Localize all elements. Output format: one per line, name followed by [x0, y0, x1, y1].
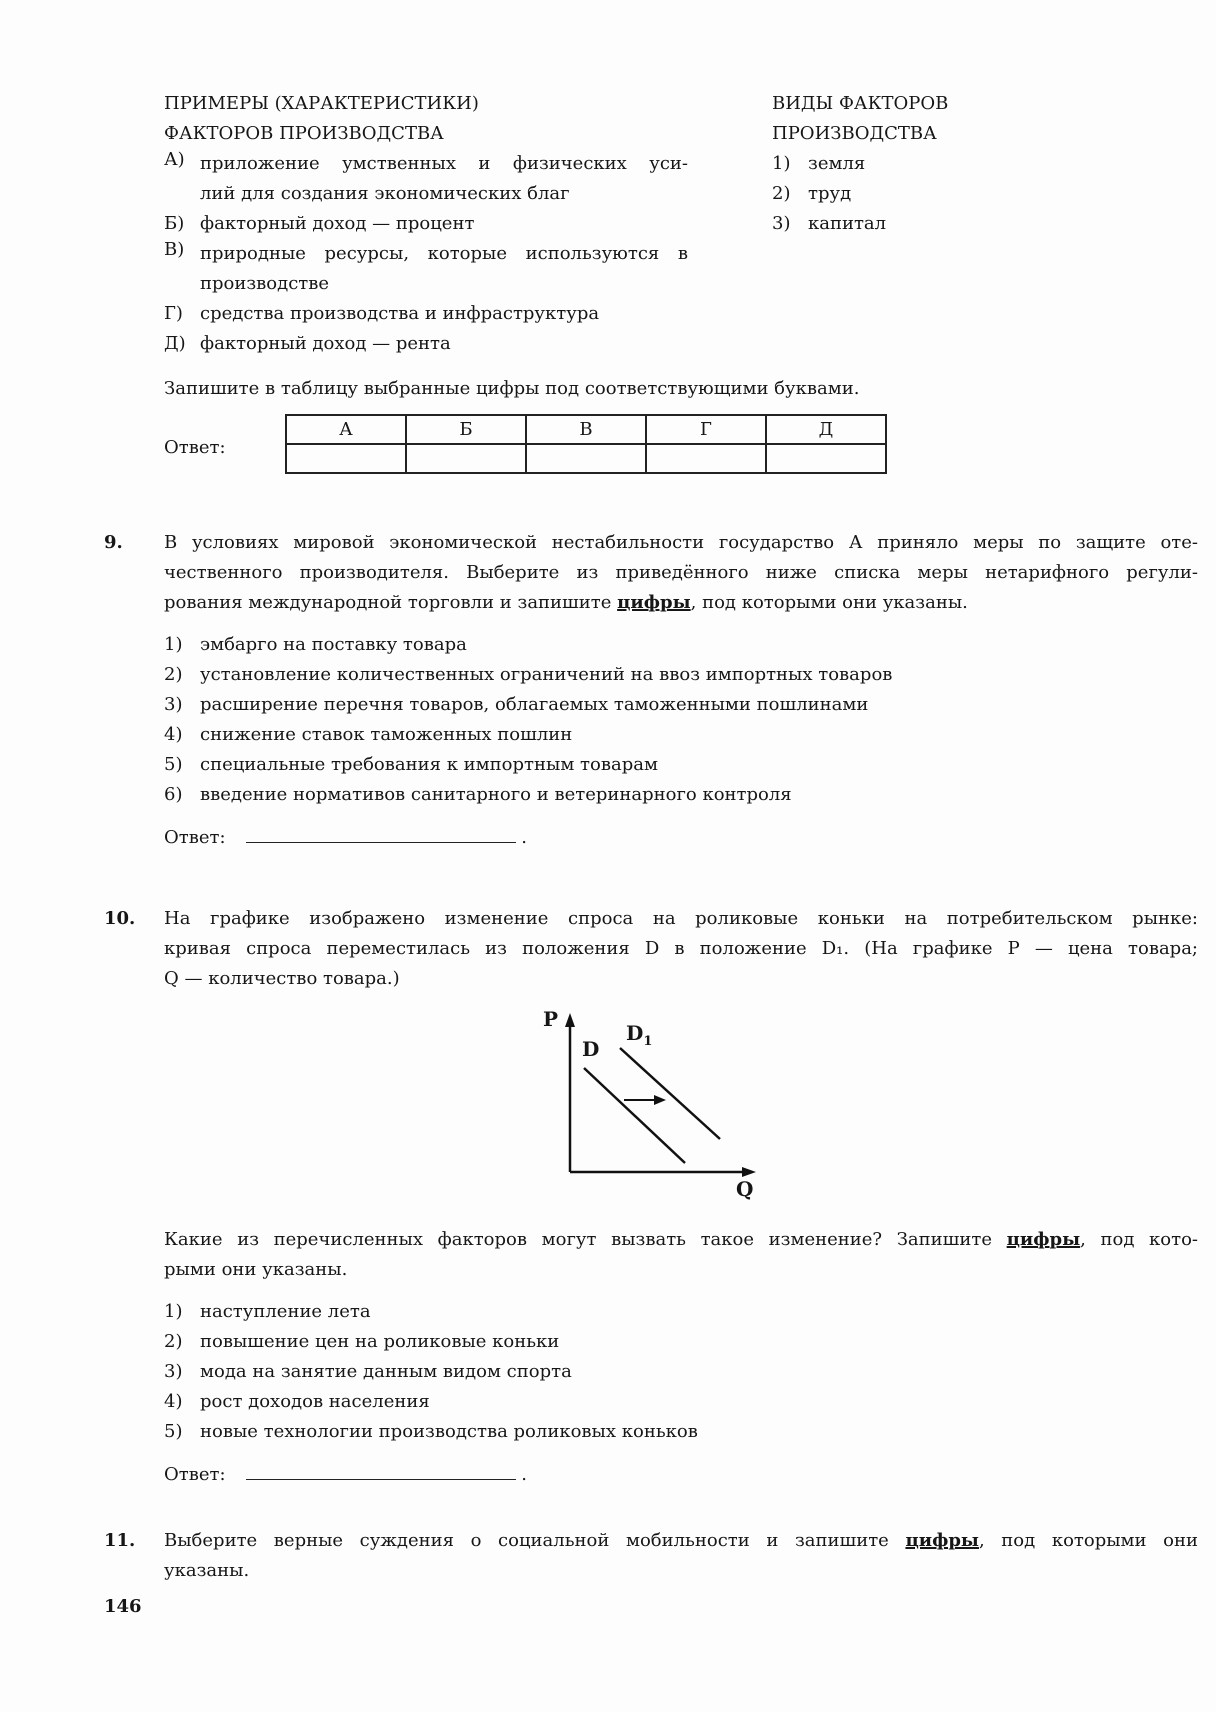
example-item: В) природные ресурсы, которые используются в производстве [164, 239, 688, 294]
answer-cell-b[interactable] [406, 444, 526, 473]
examples-header-2: ФАКТОРОВ ПРОИЗВОДСТВА [164, 123, 444, 144]
table-header-v: В [526, 415, 646, 444]
task-11: Выберите верные суждения о социальной мобильности и запишите цифры, под которыми они указаны. [164, 1530, 1198, 1581]
task-10-question: Какие из перечисленных факторов могут вызвать такое изменение? Запишите цифры, под кото- рыми они указаны. 1) наступление лета 2) повышение цен на роликовые коньки 3) мода на занятие данным видом спорта 4) рост доходов населения 5) новые технологии производства роликовых коньков Ответ: . [164, 1229, 1199, 1485]
emphasis: цифры [905, 1530, 979, 1551]
task-11-number: 11. [104, 1530, 136, 1551]
graph-svg [540, 1005, 770, 1205]
types-header-2: ПРОИЗВОДСТВА [772, 123, 937, 144]
answer-label: Ответ: [164, 1464, 226, 1485]
types-header-1: ВИДЫ ФАКТОРОВ [772, 93, 949, 114]
examples-column [164, 89, 704, 359]
answer-cell-a[interactable] [286, 444, 406, 473]
table-instruction: Запишите в таблицу выбранные цифры под соответствующими буквами. [164, 378, 860, 399]
examples-header-1: ПРИМЕРЫ (ХАРАКТЕРИСТИКИ) [164, 93, 479, 114]
answer-field[interactable] [246, 1459, 516, 1480]
curve-d1-label: $D_1$ [626, 1021, 653, 1049]
task-10-number: 10. [104, 908, 136, 929]
answer-cell-g[interactable] [646, 444, 766, 473]
emphasis: цифры [1006, 1229, 1081, 1250]
answer-label: Ответ: [164, 827, 226, 848]
answer-cell-d[interactable] [766, 444, 886, 473]
example-item: Г) средства производства и инфраструктура [164, 303, 600, 324]
option-item: 1) эмбарго на поставку товара [164, 634, 467, 655]
option-item: 4) рост доходов населения [164, 1391, 430, 1412]
demand-curve-d1 [620, 1048, 720, 1139]
types-column [772, 89, 948, 239]
answer-cell-v[interactable] [526, 444, 646, 473]
type-item: 3) капитал [772, 213, 887, 234]
option-item: 2) повышение цен на роликовые коньки [164, 1331, 560, 1352]
q-axis-label: Q [736, 1177, 754, 1201]
task-9-number: 9. [104, 532, 123, 553]
task-10: На графике изображено изменение спроса на роликовые коньки на потребительском рынке: кривая спроса переместилась из положения D в положение D₁. (На графике P — цена товара; Q — количество товара.) [164, 908, 1198, 989]
answer-table [285, 414, 887, 474]
p-axis-arrow [565, 1013, 575, 1027]
type-item: 1) земля [772, 153, 866, 174]
option-item: 6) введение нормативов санитарного и ветеринарного контроля [164, 784, 792, 805]
example-item: Б) факторный доход — процент [164, 213, 475, 234]
answer-label: Ответ: [164, 437, 226, 458]
type-item: 2) труд [772, 183, 852, 204]
option-item: 4) снижение ставок таможенных пошлин [164, 724, 573, 745]
table-header-b: Б [406, 415, 526, 444]
emphasis: цифры [617, 592, 691, 613]
page-number: 146 [104, 1596, 142, 1617]
example-item: А) приложение умственных и физических уси- лий для создания экономических благ [164, 149, 688, 204]
option-item: 2) установление количественных ограничений на ввоз импортных товаров [164, 664, 893, 685]
option-item: 3) мода на занятие данным видом спорта [164, 1361, 572, 1382]
option-item: 5) новые технологии производства роликовых коньков [164, 1421, 698, 1442]
p-axis-label: P [543, 1007, 559, 1031]
task-9: В условиях мировой экономической нестабильности государство А приняло меры по защите оте- чественного производителя. Выберите из приведённого ниже списка меры нетарифного регули- рования международной торговли и запишите цифры, под которыми они указаны. 1) эмбарго на поставку товара 2) установление количественных ограничений на ввоз импортных товаров 3) расширение перечня товаров, облагаемых таможенными пошлинами 4) снижение ставок таможенных пошлин 5) специальные требования к импортным товарам 6) введение нормативов санитарного и ветеринарного контроля Ответ: . [164, 532, 1198, 848]
demand-shift-graph [540, 1005, 770, 1205]
demand-curve-d [584, 1068, 685, 1163]
shift-arrow-head [654, 1095, 666, 1105]
table-header-g: Г [646, 415, 766, 444]
curve-d-label: D [582, 1037, 600, 1061]
answer-field[interactable] [246, 822, 516, 843]
table-header-a: А [286, 415, 406, 444]
q-axis-arrow [742, 1167, 756, 1177]
option-item: 1) наступление лета [164, 1301, 371, 1322]
option-item: 5) специальные требования к импортным товарам [164, 754, 658, 775]
table-header-d: Д [766, 415, 886, 444]
option-item: 3) расширение перечня товаров, облагаемых таможенными пошлинами [164, 694, 869, 715]
example-item: Д) факторный доход — рента [164, 333, 451, 354]
